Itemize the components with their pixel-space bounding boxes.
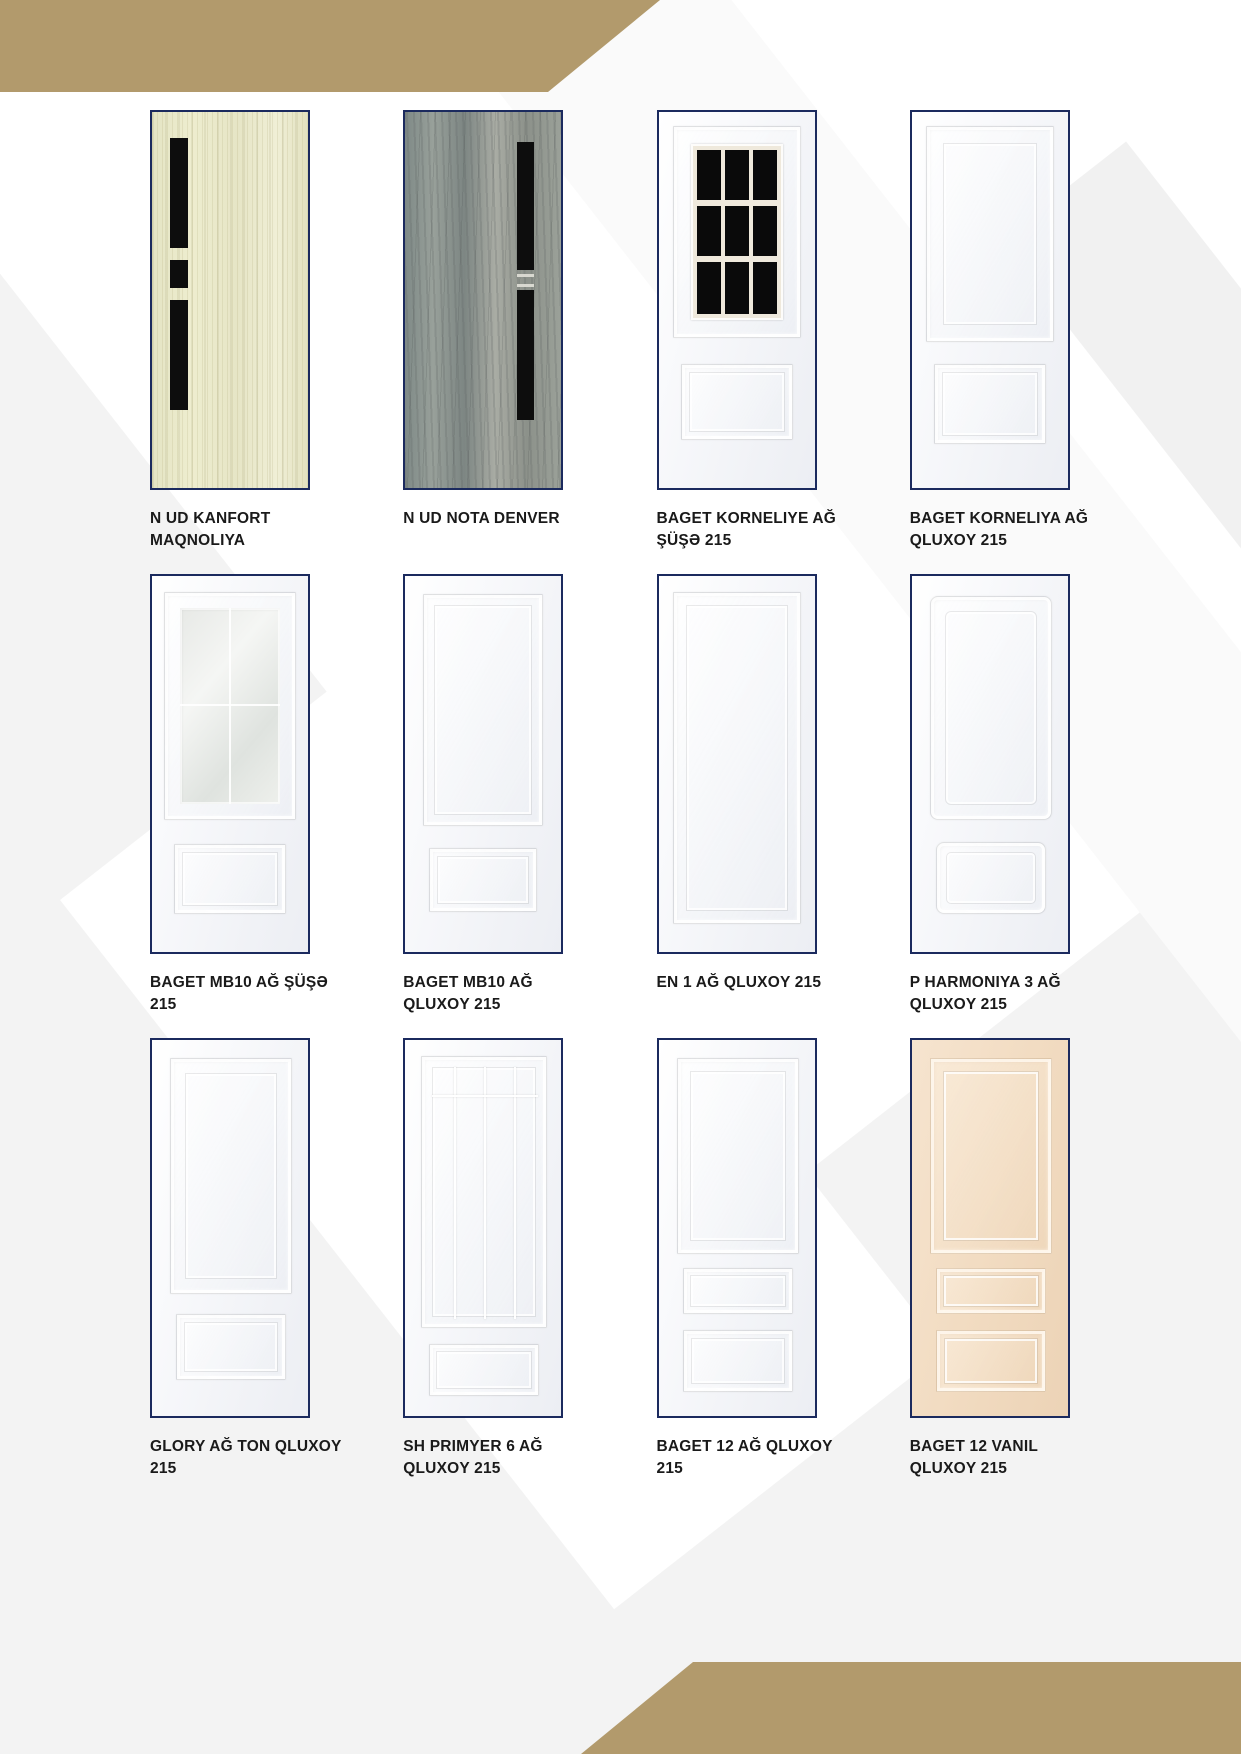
lower-panel (936, 842, 1046, 914)
lower-panel-inner (942, 372, 1038, 436)
lower-panel (681, 364, 793, 440)
lower-panel-inner (689, 372, 785, 432)
door-image-baget-12-ag-qluxoy-215 (657, 1038, 817, 1418)
door-image-baget-12-vanil-qluxoy-215 (910, 1038, 1070, 1418)
upper-panel-inner (185, 1073, 277, 1279)
door-label: N UD KANFORT MAQNOLIYA (150, 510, 271, 550)
door-slab (405, 112, 561, 488)
door-label: BAGET KORNELIYA AĞ QLUXOY 215 (909, 510, 1089, 550)
door-image-baget-korneliye-ag-suse-215 (657, 110, 817, 490)
bottom-panel (683, 1330, 793, 1392)
door-image-n-ud-nota-denver (403, 110, 563, 490)
door-card[interactable] (150, 1038, 341, 1496)
top-panel-inner (943, 1071, 1039, 1241)
single-panel (673, 592, 801, 924)
door-card[interactable] (910, 574, 1101, 1032)
door-card[interactable] (657, 1038, 848, 1496)
bottom-panel-inner (691, 1338, 785, 1384)
door-label: N UD NOTA DENVER (403, 510, 560, 527)
glass-panel-bottom (170, 300, 188, 410)
door-label: BAGET 12 VANIL QLUXOY 215 (909, 1438, 1038, 1478)
lower-panel-inner (436, 1351, 532, 1389)
door-card[interactable] (150, 574, 341, 1032)
glass-panel-bottom (517, 290, 534, 420)
door-label: EN 1 AĞ QLUXOY 215 (656, 974, 822, 991)
door-image-sh-primyer-6-ag-qluxoy-215 (403, 1038, 563, 1418)
top-panel (930, 1058, 1052, 1254)
door-label: BAGET MB10 AĞ QLUXOY 215 (403, 974, 533, 1014)
door-card[interactable] (910, 1038, 1101, 1496)
upper-panel (170, 1058, 292, 1294)
top-panel-inner (690, 1071, 786, 1241)
door-card[interactable] (403, 574, 594, 1032)
middle-panel-inner (690, 1275, 786, 1307)
door-image-p-harmoniya-3-ag-qluxoy-215 (910, 574, 1070, 954)
upper-panel-inner (945, 611, 1037, 805)
lattice-pane (753, 150, 777, 200)
glass-panel-top (517, 142, 534, 270)
lower-panel (429, 848, 537, 912)
middle-panel (936, 1268, 1046, 1314)
single-panel-inner (686, 605, 788, 911)
lower-panel (174, 844, 286, 914)
upper-panel (926, 126, 1054, 342)
door-card[interactable] (403, 1038, 594, 1496)
lower-panel-inner (946, 852, 1036, 904)
door-card[interactable] (657, 574, 848, 1032)
door-card[interactable] (657, 110, 848, 568)
lower-panel (429, 1344, 539, 1396)
lower-panel-inner (184, 1322, 278, 1372)
lower-panel-inner (437, 856, 529, 904)
glass-panel-top (170, 138, 188, 248)
door-image-baget-mb10-ag-suse-215 (150, 574, 310, 954)
upper-panel (421, 1056, 547, 1328)
door-label: GLORY AĞ TON QLUXOY 215 (150, 1438, 342, 1478)
muntin-vertical (454, 1067, 456, 1319)
door-label: BAGET KORNELIYE AĞ ŞÜŞƏ 215 (656, 510, 837, 550)
bottom-panel (936, 1330, 1046, 1392)
lattice-pane (697, 150, 721, 200)
muntin-vertical (229, 608, 231, 804)
glass-divider-line-2 (517, 284, 534, 287)
door-image-baget-mb10-ag-qluxoy-215 (403, 574, 563, 954)
upper-panel-inner (943, 143, 1037, 325)
upper-panel (930, 596, 1052, 820)
middle-panel (683, 1268, 793, 1314)
door-label: BAGET MB10 AĞ ŞÜŞƏ 215 (150, 974, 328, 1014)
upper-panel (423, 594, 543, 826)
lattice-pane (697, 262, 721, 314)
top-panel (677, 1058, 799, 1254)
muntin-horizontal (180, 704, 280, 706)
lattice-pane (725, 206, 749, 256)
door-image-en-1-ag-qluxoy-215 (657, 574, 817, 954)
glass-divider-line-1 (517, 274, 534, 277)
lower-panel (934, 364, 1046, 444)
door-label: BAGET 12 AĞ QLUXOY 215 (656, 1438, 833, 1478)
door-image-n-ud-kanfort-maqnoliya (150, 110, 310, 490)
lattice-pane (725, 262, 749, 314)
door-card[interactable] (403, 110, 594, 568)
muntin-vertical (484, 1067, 486, 1319)
muntin-vertical (514, 1067, 516, 1319)
lower-panel (176, 1314, 286, 1380)
lattice-pane (725, 150, 749, 200)
middle-panel-inner (943, 1275, 1039, 1307)
lattice-pane (753, 206, 777, 256)
bottom-panel-inner (944, 1338, 1038, 1384)
door-image-glory-ag-ton-qluxoy-215 (150, 1038, 310, 1418)
door-image-baget-korneliya-ag-qluxoy-215 (910, 110, 1070, 490)
muntin-horizontal (432, 1095, 538, 1097)
lattice-pane (753, 262, 777, 314)
door-card[interactable] (150, 110, 341, 568)
door-grid (150, 110, 1101, 1496)
door-card[interactable] (910, 110, 1101, 568)
door-label: P HARMONIYA 3 AĞ QLUXOY 215 (909, 974, 1061, 1014)
lower-panel-inner (182, 852, 278, 906)
glass-panel-mid (170, 260, 188, 288)
door-label: SH PRIMYER 6 AĞ QLUXOY 215 (403, 1438, 543, 1478)
upper-panel-inner (434, 605, 532, 815)
lattice-pane (697, 206, 721, 256)
